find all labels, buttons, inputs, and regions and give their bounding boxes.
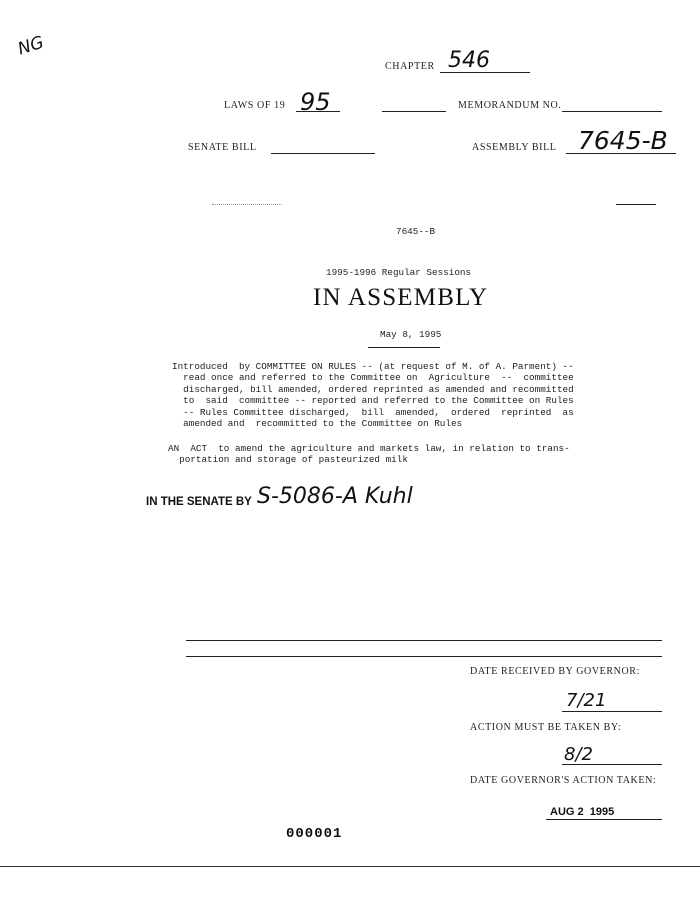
action-by-label: ACTION MUST BE TAKEN BY: — [470, 722, 622, 733]
act-line: AN ACT to amend the agriculture and markets law, in relation to trans- — [168, 443, 570, 454]
chapter-label: CHAPTER — [385, 61, 435, 72]
senate-bill-handwritten: S-5086-A Kuhl — [257, 484, 413, 509]
blank-line-mid — [382, 111, 446, 112]
memorandum-line — [562, 111, 662, 112]
date-underline — [368, 347, 440, 348]
introduced-line: read once and referred to the Committee on Agriculture -- committee — [172, 372, 574, 384]
action-by-line — [562, 764, 662, 765]
assembly-bill-number: 7645-B — [578, 126, 668, 155]
rule-1 — [186, 640, 662, 641]
session-line: 1995-1996 Regular Sessions — [326, 267, 472, 278]
received-value: 7/21 — [566, 690, 607, 711]
faint-divider — [212, 204, 282, 205]
received-label: DATE RECEIVED BY GOVERNOR: — [470, 666, 640, 677]
senate-label: IN THE SENATE BY — [146, 496, 252, 508]
page-number: 000001 — [286, 826, 343, 842]
introduced-line: discharged, bill amended, ordered reprinted as amended and recommitted — [172, 383, 574, 395]
chapter-number: 546 — [448, 48, 490, 73]
act-line: portation and storage of pasteurized milk — [168, 454, 408, 466]
house-title: IN ASSEMBLY — [313, 284, 489, 311]
received-line — [562, 711, 662, 712]
bill-date: May 8, 1995 — [380, 329, 442, 340]
scan-bottom-edge — [0, 866, 700, 867]
introduced-line: -- Rules Committee discharged, bill amended, ordered reprinted as — [172, 406, 574, 418]
introduced-paragraph — [172, 361, 574, 429]
introduced-line: amended and recommitted to the Committee on Rules — [172, 418, 463, 430]
act-paragraph — [168, 443, 570, 466]
right-divider — [616, 204, 656, 205]
laws-year: 95 — [300, 88, 331, 116]
action-taken-value: AUG 2 1995 — [550, 806, 615, 818]
laws-label: LAWS OF 19 — [224, 100, 286, 111]
senate-bill-label: SENATE BILL — [188, 142, 257, 153]
bill-number: 7645--B — [396, 226, 436, 237]
margin-initials: NG — [15, 32, 47, 60]
introduced-line: Introduced by COMMITTEE ON RULES -- (at request of M. of A. Parment) -- — [172, 361, 574, 372]
senate-bill-line — [271, 153, 375, 154]
assembly-bill-label: ASSEMBLY BILL — [472, 142, 557, 153]
action-taken-label: DATE GOVERNOR'S ACTION TAKEN: — [470, 775, 657, 786]
rule-2 — [186, 656, 662, 657]
introduced-line: to said committee -- reported and referred to the Committee on Rules — [172, 395, 574, 407]
action-by-value: 8/2 — [564, 744, 593, 765]
action-taken-line — [546, 819, 662, 820]
memorandum-label: MEMORANDUM NO. — [458, 100, 562, 111]
